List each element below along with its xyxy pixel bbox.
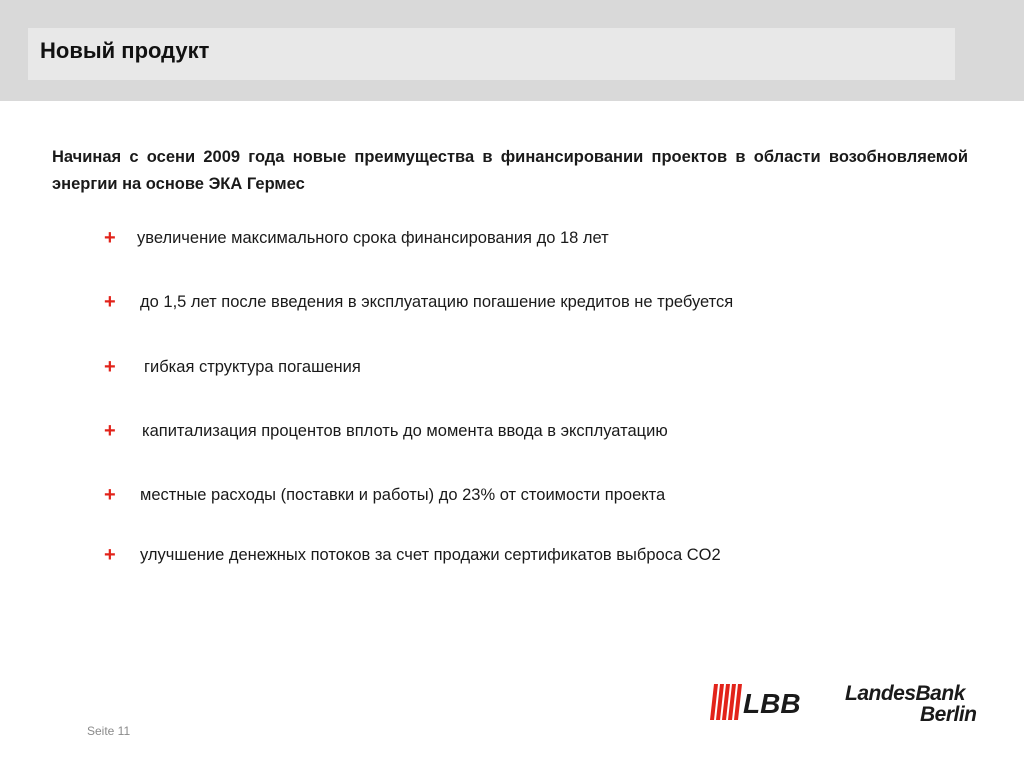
list-item-text: увеличение максимального срока финансирования до 18 лет — [137, 229, 609, 247]
page-number: Seite 11 — [87, 724, 131, 738]
list-item-text: местные расходы (поставки и работы) до 23% от стоимости проекта — [140, 486, 666, 504]
plus-icon: + — [104, 356, 116, 378]
plus-icon: + — [104, 484, 116, 506]
list-item-text: капитализация процентов вплоть до момента ввода в эксплуатацию — [142, 422, 668, 440]
landesbank-logo-line1: LandesBank — [845, 682, 965, 705]
list-item-text: до 1,5 лет после введения в эксплуатацию погашение кредитов не требуется — [140, 293, 734, 311]
intro-text: Начиная с осени 2009 года новые преимущества в финансировании проектов в области возобновляемой энергии на основе ЭКА Гермес — [52, 148, 968, 193]
lbb-logo — [708, 682, 808, 722]
list-item-text: улучшение денежных потоков за счет продажи сертификатов выброса CO2 — [140, 546, 721, 564]
plus-icon: + — [104, 420, 116, 442]
landesbank-logo-line2: Berlin — [920, 703, 977, 724]
landesbank-berlin-logo — [845, 680, 985, 724]
plus-icon: + — [104, 291, 116, 313]
lbb-logo-text: LBB — [743, 688, 801, 719]
plus-icon: + — [104, 544, 116, 566]
list-item-text: гибкая структура погашения — [144, 358, 361, 376]
lbb-stripes-icon — [710, 684, 742, 720]
plus-icon: + — [104, 227, 116, 249]
page-title: Новый продукт — [40, 38, 210, 63]
